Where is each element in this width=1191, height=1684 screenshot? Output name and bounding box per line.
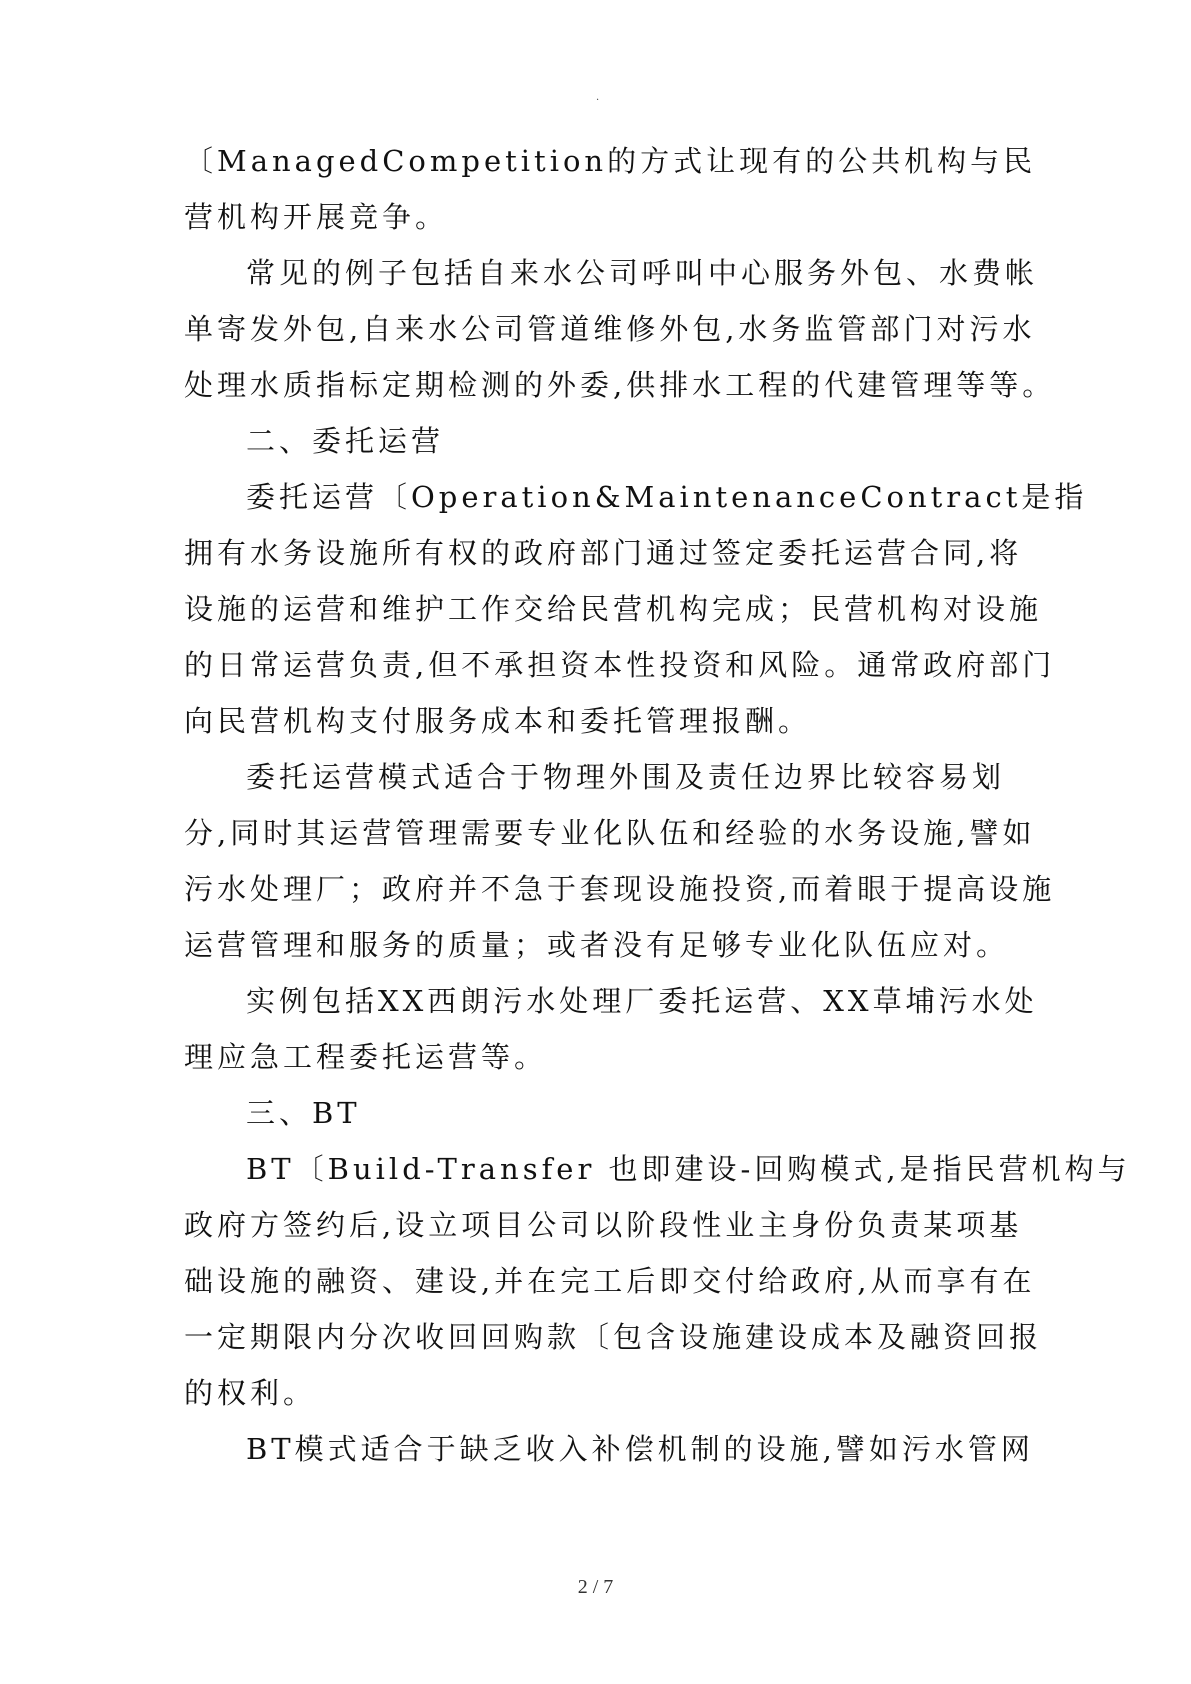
header-mark: .	[596, 92, 600, 103]
text-line: 污水处理厂；政府并不急于套现设施投资,而着眼于提高设施	[184, 872, 1056, 906]
text-line: 委托运营模式适合于物理外围及责任边界比较容易划	[246, 760, 1006, 794]
text-line: 的权利。	[184, 1376, 317, 1410]
text-line: 二、委托运营	[246, 424, 445, 458]
text-line: 理应急工程委托运营等。	[184, 1040, 548, 1074]
text-line: 处理水质指标定期检测的外委,供排水工程的代建管理等等。	[184, 368, 1056, 402]
page-number: 2 / 7	[577, 1576, 614, 1598]
text-line: 础设施的融资、建设,并在完工后即交付给政府,从而享有在	[184, 1264, 1036, 1298]
text-segment: 委托运营〔Operation&MaintenanceContract	[246, 480, 1022, 514]
text-line: 一定期限内分次收回回购款〔包含设施建设成本及融资回报	[184, 1320, 1043, 1354]
document-body	[184, 133, 1131, 1477]
text-line: 常见的例子包括自来水公司呼叫中心服务外包、水费帐	[246, 256, 1039, 290]
text-line	[184, 469, 1088, 525]
text-segment: 〔ManagedCompetition	[184, 144, 608, 178]
text-line: 单寄发外包,自来水公司管道维修外包,水务监管部门对污水	[184, 312, 1036, 346]
text-line: 分,同时其运营管理需要专业化队伍和经验的水务设施,譬如	[184, 816, 1036, 850]
text-line: 营机构开展竞争。	[184, 200, 449, 234]
text-line: 政府方签约后,设立项目公司以阶段性业主身份负责某项基	[184, 1208, 1023, 1242]
text-line: 向民营机构支付服务成本和委托管理报酬。	[184, 704, 812, 738]
text-line: 三、BT	[246, 1096, 361, 1130]
text-line: 设施的运营和维护工作交给民营机构完成；民营机构对设施	[184, 592, 1043, 626]
text-line: 实例包括XX西朗污水处理厂委托运营、XX草埔污水处	[246, 984, 1038, 1018]
text-line	[184, 133, 1037, 189]
text-line: 运营管理和服务的质量；或者没有足够专业化队伍应对。	[184, 928, 1010, 962]
text-line: 拥有水务设施所有权的政府部门通过签定委托运营合同,将	[184, 536, 1023, 570]
text-segment: 是指	[1021, 480, 1088, 514]
text-line: BT模式适合于缺乏收入补偿机制的设施,譬如污水管网	[246, 1432, 1034, 1466]
text-segment: 的方式让现有的公共机构与民	[607, 144, 1037, 178]
text-line: BT〔Build-Transfer 也即建设-回购模式,是指民营机构与	[246, 1152, 1131, 1186]
text-line: 的日常运营负责,但不承担资本性投资和风险。通常政府部门	[184, 648, 1056, 682]
